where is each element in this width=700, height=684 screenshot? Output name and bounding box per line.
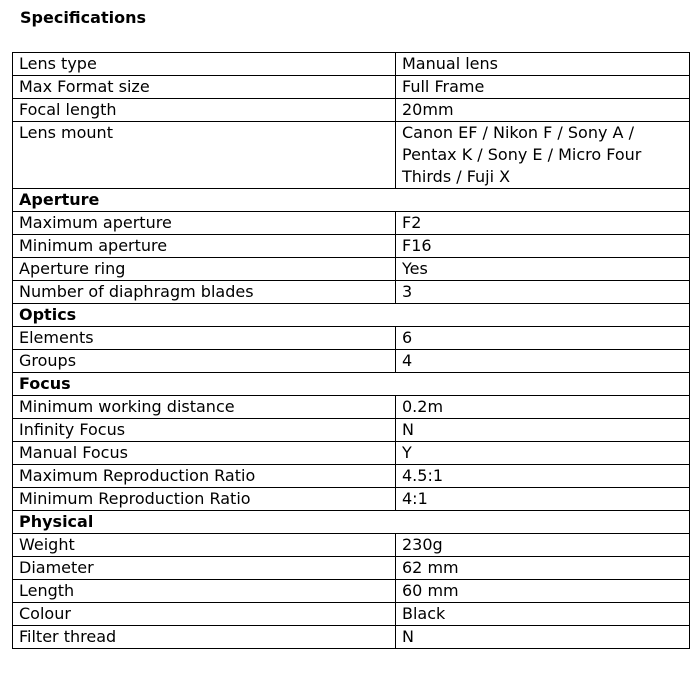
spec-label: Maximum aperture xyxy=(13,212,396,235)
spec-row-number-of-diaphragm-blades xyxy=(13,281,690,304)
spec-row-filter-thread xyxy=(13,626,690,649)
spec-row-lens-type xyxy=(13,53,690,76)
spec-row-manual-focus xyxy=(13,442,690,465)
section-title: Focus xyxy=(13,373,690,396)
spec-label: Lens type xyxy=(13,53,396,76)
spec-value: 3 xyxy=(396,281,690,304)
section-header-physical xyxy=(13,511,690,534)
spec-value: Canon EF / Nikon F / Sony A / Pentax K / Sony E / Micro Four Thirds / Fuji X xyxy=(396,122,690,189)
spec-value: N xyxy=(396,419,690,442)
spec-label: Length xyxy=(13,580,396,603)
section-title: Physical xyxy=(13,511,690,534)
spec-value: 6 xyxy=(396,327,690,350)
spec-row-diameter xyxy=(13,557,690,580)
spec-row-minimum-reproduction-ratio xyxy=(13,488,690,511)
spec-row-elements xyxy=(13,327,690,350)
section-title: Optics xyxy=(13,304,690,327)
specifications-table xyxy=(12,52,690,649)
spec-value: 0.2m xyxy=(396,396,690,419)
spec-value: 4.5:1 xyxy=(396,465,690,488)
spec-label: Groups xyxy=(13,350,396,373)
spec-row-lens-mount xyxy=(13,122,690,189)
spec-label: Minimum Reproduction Ratio xyxy=(13,488,396,511)
spec-value: Yes xyxy=(396,258,690,281)
spec-value: F16 xyxy=(396,235,690,258)
spec-row-minimum-aperture xyxy=(13,235,690,258)
spec-value: N xyxy=(396,626,690,649)
spec-value: Full Frame xyxy=(396,76,690,99)
spec-row-focal-length xyxy=(13,99,690,122)
spec-label: Infinity Focus xyxy=(13,419,396,442)
spec-row-minimum-working-distance xyxy=(13,396,690,419)
spec-row-maximum-aperture xyxy=(13,212,690,235)
spec-value: 4:1 xyxy=(396,488,690,511)
spec-label: Manual Focus xyxy=(13,442,396,465)
spec-value: F2 xyxy=(396,212,690,235)
section-title: Aperture xyxy=(13,189,690,212)
spec-label: Weight xyxy=(13,534,396,557)
spec-value: 4 xyxy=(396,350,690,373)
spec-label: Elements xyxy=(13,327,396,350)
spec-row-weight xyxy=(13,534,690,557)
spec-row-colour xyxy=(13,603,690,626)
section-header-aperture xyxy=(13,189,690,212)
spec-value: 60 mm xyxy=(396,580,690,603)
spec-value: 62 mm xyxy=(396,557,690,580)
spec-label: Minimum aperture xyxy=(13,235,396,258)
specifications-table-body xyxy=(13,53,690,649)
spec-value: Manual lens xyxy=(396,53,690,76)
spec-value: Y xyxy=(396,442,690,465)
spec-value: Black xyxy=(396,603,690,626)
spec-label: Filter thread xyxy=(13,626,396,649)
spec-label: Max Format size xyxy=(13,76,396,99)
spec-label: Lens mount xyxy=(13,122,396,189)
spec-row-max-format-size xyxy=(13,76,690,99)
spec-label: Focal length xyxy=(13,99,396,122)
spec-label: Number of diaphragm blades xyxy=(13,281,396,304)
spec-row-maximum-reproduction-ratio xyxy=(13,465,690,488)
section-header-focus xyxy=(13,373,690,396)
spec-row-infinity-focus xyxy=(13,419,690,442)
spec-row-length xyxy=(13,580,690,603)
spec-label: Maximum Reproduction Ratio xyxy=(13,465,396,488)
spec-label: Colour xyxy=(13,603,396,626)
page-title: Specifications xyxy=(20,8,146,27)
spec-value: 20mm xyxy=(396,99,690,122)
spec-row-aperture-ring xyxy=(13,258,690,281)
section-header-optics xyxy=(13,304,690,327)
spec-value: 230g xyxy=(396,534,690,557)
spec-label: Diameter xyxy=(13,557,396,580)
spec-label: Aperture ring xyxy=(13,258,396,281)
spec-label: Minimum working distance xyxy=(13,396,396,419)
spec-row-groups xyxy=(13,350,690,373)
